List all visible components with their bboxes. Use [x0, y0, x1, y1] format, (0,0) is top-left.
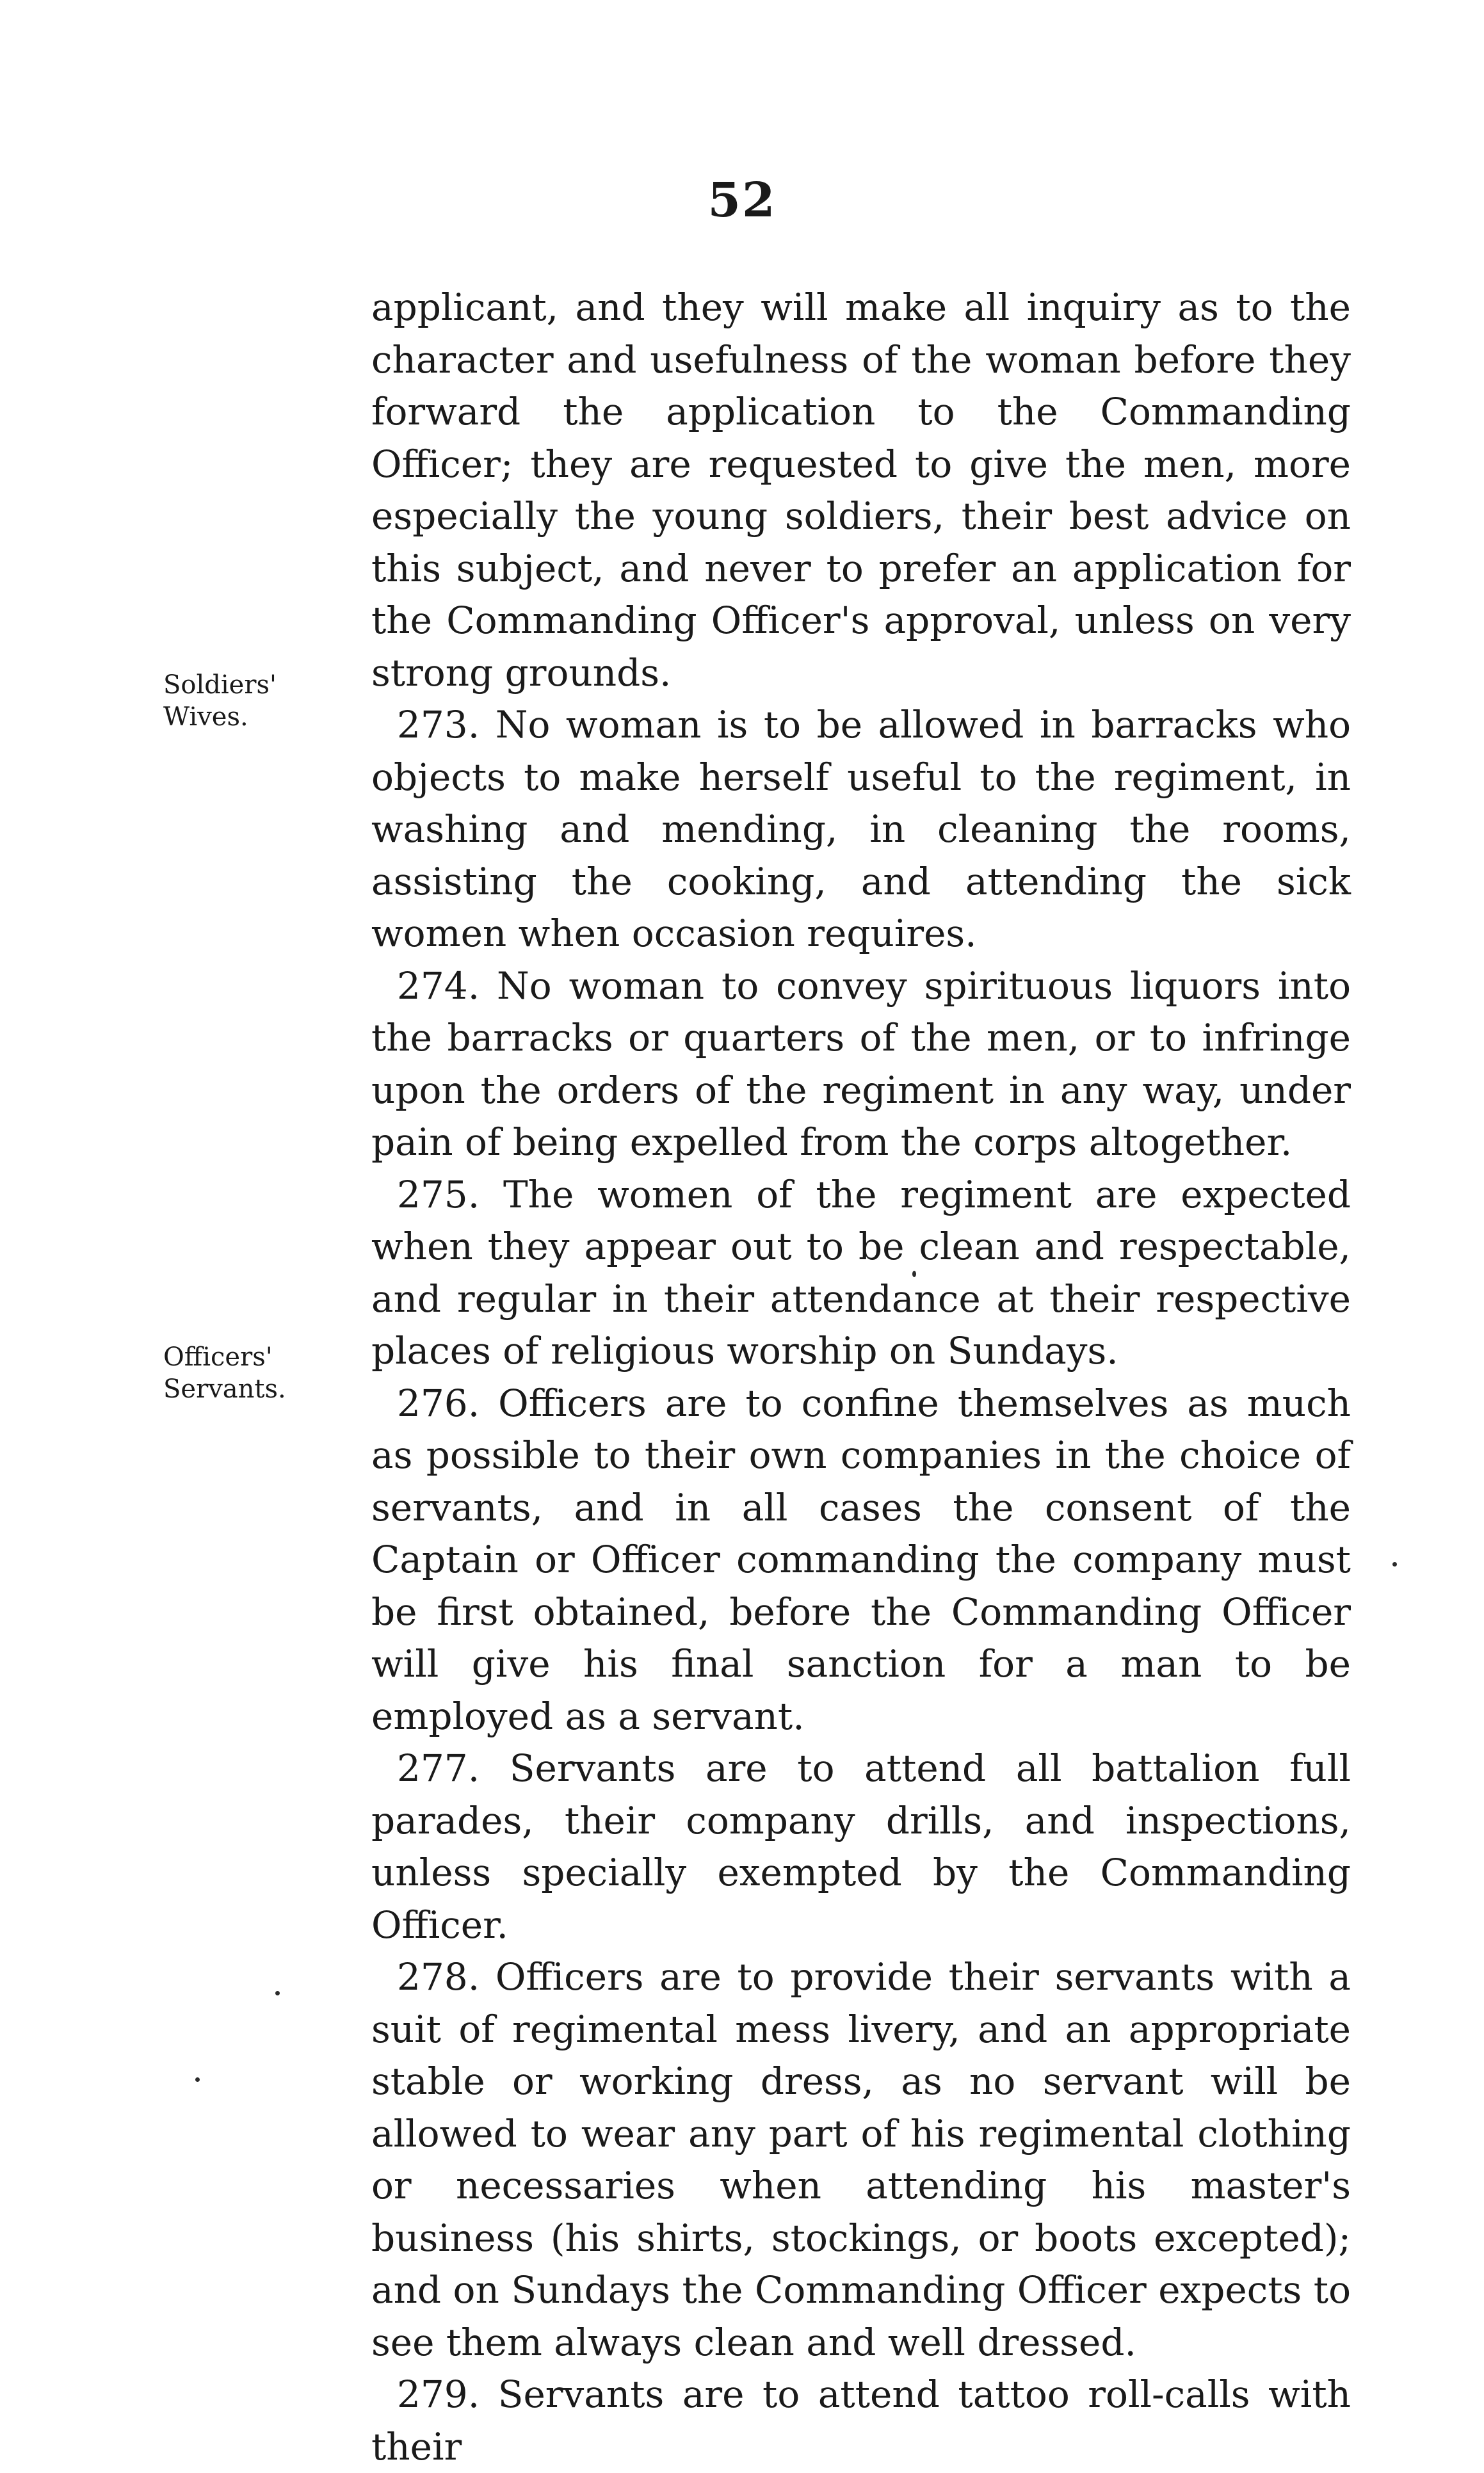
paragraph-275: 275. The women of the regiment are expected when they appear out to be clean and respectable, and regular in their attendance at their respective places of religious worship on Sundays. [371, 1172, 1351, 1373]
paragraph-continuation: applicant, and they will make all inquiry as to the character and usefulness of the woman before they forward the application to the Commanding Officer; they are requested to give the men, more especially the young soldiers, their best advice on this subject, and never to prefer an application for the Commanding Officer's approval, unless on very strong grounds. [371, 286, 1351, 695]
paragraph-277: 277. Servants are to attend all battalion full parades, their company drills, and inspections, unless specially exempted by the Commanding Officer. [371, 1746, 1351, 1947]
margin-note-officers-servants: Officers' Servants. [163, 1342, 286, 1404]
paragraph-274: 274. No woman to convey spirituous liquors into the barracks or quarters of the men, or to infringe upon the orders of the regiment in any way, under pain of being expelled from the corps altogether. [371, 963, 1351, 1164]
ink-speck [912, 1271, 916, 1277]
paragraph-276: 276. Officers are to confine themselves as much as possible to their own companies in the choice of servants, and in all cases the consent of the Captain or Officer commanding the company must be first obtained, before the Commanding Officer will give his final sanction for a man to be employed as a servant. [371, 1381, 1351, 1738]
paragraph-273: 273. No woman is to be allowed in barracks who objects to make herself useful to the regiment, in washing and mending, in cleaning the rooms, assisting the cooking, and attending the sick women when occasion requires. [371, 703, 1351, 955]
ink-speck [1392, 1562, 1397, 1567]
paragraph-279: 279. Servants are to attend tattoo roll-calls with their [371, 2372, 1351, 2469]
page-number: 52 [707, 173, 777, 228]
paragraph-278: 278. Officers are to provide their servants with a suit of regimental mess livery, and an appropriate stable or working dress, as no servant will be allowed to wear any part of his regimental clothing or necessaries when attending his master's business (his shirts, stockings, or boots excepted); and on Sundays the Commanding Officer expects to see them always clean and well dressed. [371, 1955, 1351, 2364]
ink-speck [195, 2077, 200, 2082]
ink-speck [275, 1991, 280, 1995]
body-text [371, 282, 1351, 2473]
margin-note-soldiers-wives: Soldiers' Wives. [163, 670, 277, 732]
